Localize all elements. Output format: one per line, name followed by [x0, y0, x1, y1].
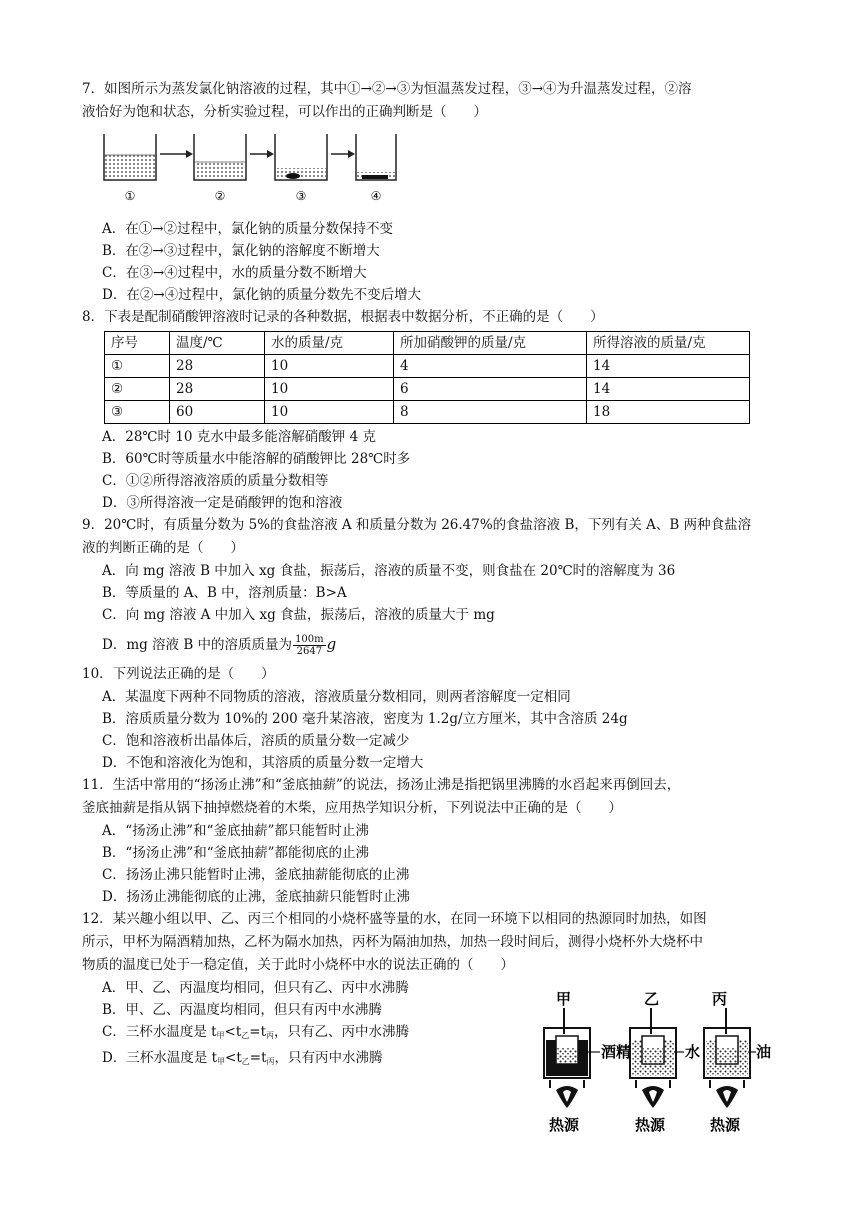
relation: =t: [249, 1024, 267, 1040]
exam-page: [82, 78, 782, 1134]
source-label-1: 热源: [549, 1116, 580, 1134]
q7-option-c: C．在③→④过程中，水的质量分数不断增大: [102, 265, 367, 281]
table-cell: 10: [265, 378, 394, 401]
table-row: [105, 401, 750, 424]
table-cell: 6: [394, 378, 587, 401]
q8-option-a: A．28℃时 10 克水中最多能溶解硝酸钾 4 克: [102, 429, 376, 445]
q9-option-d: [102, 626, 782, 663]
fraction: [293, 634, 326, 657]
q7-option-a: A．在①→②过程中，氯化钠的质量分数保持不变: [102, 221, 394, 237]
question-11: [82, 774, 782, 908]
q7-stem-line2: 液恰好为饱和状态，分析实验过程，可以作出的正确判断是（ ）: [82, 104, 487, 120]
beaker-4: [356, 134, 396, 180]
beaker-1: [104, 134, 156, 180]
figure-label-2: ②: [214, 189, 226, 203]
q7-option-d: D．在②→④过程中，氯化钠的质量分数先不变后增大: [102, 287, 422, 303]
q12-stem-line3: 物质的温度已处于一稳定值，关于此时小烧杯中水的说法正确的（ ）: [82, 957, 514, 973]
q8-option-c: C．①②所得溶液溶质的质量分数相等: [102, 473, 329, 489]
q10-stem: 10．下列说法正确的是（ ）: [82, 666, 275, 682]
q12-stem-line1: 12．某兴趣小组以甲、乙、丙三个相同的小烧杯盛等量的水，在同一环境下以相同的热源同时加热，如图: [82, 911, 707, 927]
apparatus-bing: [704, 990, 771, 1134]
question-10: [82, 663, 782, 774]
q12-option-d-suffix: ，只有丙中水沸腾: [274, 1050, 383, 1066]
q8-option-b: B．60℃时等质量水中能溶解的硝酸钾比 28℃时多: [102, 451, 411, 467]
q10-option-a: A．某温度下两种不同物质的溶液，溶液质量分数相同，则两者溶解度一定相同: [102, 689, 571, 705]
q10-option-d: D．不饱和溶液化为饱和，其溶质的质量分数一定增大: [102, 755, 424, 771]
q10-option-b: B．溶质质量分数为 10%的 200 毫升某溶液，密度为 1.2g/立方厘米，其中含溶质 24g: [102, 711, 628, 727]
subscript: 甲: [216, 1031, 225, 1040]
subscript: 乙: [241, 1031, 250, 1040]
q11-option-b: B．“扬汤止沸”和“釜底抽薪”都能彻底的止沸: [102, 845, 370, 861]
subscript: 丙: [266, 1057, 275, 1066]
apparatus-yi: [630, 990, 700, 1134]
table-header-cell: 所得溶液的质量/克: [587, 332, 750, 355]
q9-option-a: A．向 mg 溶液 B 中加入 xg 食盐，振荡后，溶液的质量不变，则食盐在 20℃时的溶解度为 36: [102, 563, 676, 579]
heating-beakers-figure: [534, 990, 774, 1136]
q12-option-d-text: D．三杯水温度是 t: [102, 1050, 218, 1066]
table-header-cell: 水的质量/克: [265, 332, 394, 355]
q8-option-d: D．③所得溶液一定是硝酸钾的饱和溶液: [102, 495, 343, 511]
q12-option-c-text: C．三杯水温度是 t: [102, 1024, 217, 1040]
q8-stem: 8．下表是配制硝酸钾溶液时记录的各种数据，根据表中数据分析，不正确的是（ ）: [82, 309, 604, 325]
beaker-3: [275, 134, 327, 180]
q12-option-a: A．甲、乙、丙温度均相同，但只有乙、丙中水沸腾: [102, 980, 409, 996]
figure-label-4: ④: [370, 189, 382, 203]
table-cell: ③: [105, 401, 170, 424]
table-cell: 60: [170, 401, 265, 424]
q11-stem-line1: 11．生活中常用的“扬汤止沸”和“釜底抽薪”的说法，扬汤止沸是指把锅里沸腾的水舀起来再倒回去，: [82, 777, 681, 793]
fraction-denominator: 2647: [296, 646, 323, 657]
subscript: 乙: [241, 1057, 250, 1066]
figure-label-1: ①: [124, 189, 136, 203]
table-header-cell: 序号: [105, 332, 170, 355]
q12-stem-line2: 所示，甲杯为隔酒精加热，乙杯为隔水加热，丙杯为隔油加热，加热一段时间后，测得小烧杯外大烧杯中: [82, 934, 703, 950]
q11-option-a: A．“扬汤止沸”和“釜底抽薪”都只能暂时止沸: [102, 823, 369, 839]
liquid-label-oil: 油: [756, 1043, 772, 1061]
subscript: 丙: [266, 1031, 275, 1040]
table-cell: 28: [170, 378, 265, 401]
table-cell: ②: [105, 378, 170, 401]
q9-stem-line2: 液的判断正确的是（ ）: [82, 540, 244, 556]
q9-option-b: B．等质量的 A、B 中，溶剂质量：B>A: [102, 585, 347, 601]
table-cell: ①: [105, 355, 170, 378]
q11-option-d: D．扬汤止沸能彻底的止沸，釜底抽薪只能暂时止沸: [102, 889, 410, 905]
table-cell: 18: [587, 401, 750, 424]
table-cell: 4: [394, 355, 587, 378]
q12-option-c-suffix: ，只有乙、丙中水沸腾: [274, 1024, 410, 1040]
table-cell: 14: [587, 355, 750, 378]
q11-stem-line2: 釜底抽薪是指从锅下抽掉燃烧着的木柴，应用热学知识分析，下列说法中正确的是（ ）: [82, 800, 622, 816]
q11-option-c: C．扬汤止沸只能暂时止沸，釜底抽薪能彻底的止沸: [102, 867, 410, 883]
question-9: [82, 514, 782, 663]
figure-label-3: ③: [295, 189, 307, 203]
question-7: [82, 78, 782, 306]
q10-option-c: C．饱和溶液析出晶体后，溶质的质量分数一定减少: [102, 733, 410, 749]
evaporation-beakers-figure: [100, 130, 400, 212]
relation: =t: [249, 1050, 267, 1066]
cup-label-bing: 丙: [712, 990, 728, 1008]
liquid-label-water: 水: [685, 1043, 701, 1061]
source-label-2: 热源: [635, 1116, 666, 1134]
liquid-label-alcohol: 酒精: [601, 1043, 632, 1061]
table-header-cell: 所加硝酸钾的质量/克: [394, 332, 587, 355]
table-cell: 14: [587, 378, 750, 401]
table-header-row: [105, 332, 750, 355]
beaker-2: [194, 134, 246, 180]
table-cell: 10: [265, 401, 394, 424]
table-cell: 8: [394, 401, 587, 424]
question-12: [82, 908, 782, 1134]
q9-option-d-text: D．mg 溶液 B 中的溶质质量为: [102, 637, 293, 653]
table-header-cell: 温度/℃: [170, 332, 265, 355]
fraction-numerator: 100m: [295, 634, 324, 645]
table-row: [105, 355, 750, 378]
q12-option-b: B．甲、乙、丙温度均相同，但只有丙中水沸腾: [102, 1002, 382, 1018]
q9-stem-line1: 9．20℃时，有质量分数为 5%的食盐溶液 A 和质量分数为 26.47%的食盐溶液 B，下列有关 A、B 两种食盐溶: [82, 517, 752, 533]
q7-stem-line1: 7．如图所示为蒸发氯化钠溶液的过程，其中①→②→③为恒温蒸发过程，③→④为升温蒸发过程，②溶: [82, 81, 692, 97]
unit-g: g: [326, 635, 337, 653]
table-cell: 10: [265, 355, 394, 378]
potassium-nitrate-table: [104, 331, 750, 424]
table-row: [105, 378, 750, 401]
relation: <t: [224, 1024, 242, 1040]
q7-option-b: B．在②→③过程中，氯化钠的溶解度不断增大: [102, 243, 380, 259]
subscript: 甲: [217, 1057, 226, 1066]
table-cell: 28: [170, 355, 265, 378]
question-8: [82, 306, 782, 514]
relation: <t: [225, 1050, 242, 1066]
source-label-3: 热源: [710, 1116, 741, 1134]
cup-label-jia: 甲: [556, 990, 572, 1008]
apparatus-jia: [544, 990, 631, 1134]
cup-label-yi: 乙: [644, 990, 660, 1008]
q9-option-c: C．向 mg 溶液 A 中加入 xg 食盐，振荡后，溶液的质量大于 mg: [102, 607, 495, 623]
